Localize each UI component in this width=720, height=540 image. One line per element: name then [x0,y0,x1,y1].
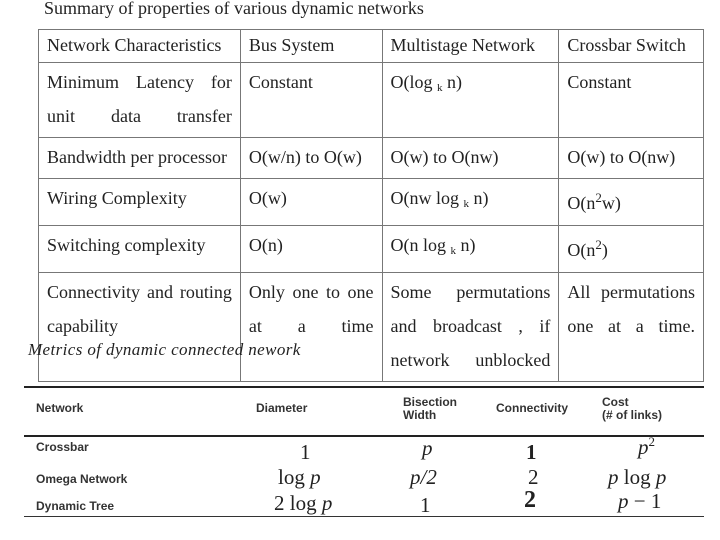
cell-bus-wiring: O(w) [240,179,382,226]
metrics-caption: Metrics of dynamic connected nework [28,340,301,359]
table-top-rule [24,386,704,388]
header-crossbar-switch: Crossbar Switch [559,30,704,63]
dynamic-tree-diameter: 2 log p [274,491,333,515]
header-network: Network [36,401,84,415]
cell-crossbar-latency: Constant [559,63,704,138]
table-row [39,273,704,382]
table-header-rule [24,435,704,437]
table-row [39,63,704,138]
table-row [39,138,704,179]
cell-multistage-connectivity: Some permutations and broadcast , if network unblocked [382,273,559,382]
header-connectivity: Connectivity [496,401,569,415]
crossbar-cost: $p^2$ [638,434,655,459]
header-bisection-width: Bisection Width [403,395,458,422]
crossbar-diameter: 1 [300,440,311,464]
table-row [39,179,704,226]
cell-crossbar-switching: $O(n^2)$ [559,226,704,273]
omega-connectivity: 2 [528,465,539,489]
row-label-wiring: Wiring Complexity [39,179,241,226]
cell-bus-connectivity: Only one to one at a time [240,273,382,382]
omega-diameter: log p [278,465,321,489]
header-network-characteristics: Network Characteristics [39,30,241,63]
row-label-switching: Switching complexity [39,226,241,273]
omega-bisection: p/2 [410,465,437,489]
properties-table [38,29,704,382]
table-bottom-rule [24,516,704,517]
cell-multistage-latency: O(log $_k$ n) [382,63,559,138]
crossbar-bisection: p [422,436,433,460]
header-diameter: Diameter [256,401,308,415]
row-label-latency: Minimum Latency for unit data transfer [39,63,241,138]
cell-bus-bandwidth: O(w/n) to O(w) [240,138,382,179]
header-bus-system: Bus System [240,30,382,63]
row-label-omega-network: Omega Network [36,472,128,486]
cell-bus-latency: Constant [240,63,382,138]
row-label-dynamic-tree: Dynamic Tree [36,499,115,513]
row-label-crossbar: Crossbar [36,440,89,454]
table-row [39,226,704,273]
row-label-bandwidth: Bandwidth per processor [39,138,241,179]
cell-crossbar-wiring: $O(n^2w)$ [559,179,704,226]
cell-multistage-switching: O(n log $_k$ n) [382,226,559,273]
header-cost: Cost (# of links) [602,395,663,422]
row-label-connectivity: Connectivity and routing capability [39,273,241,382]
cell-crossbar-bandwidth: O(w) to O(nw) [559,138,704,179]
header-multistage-network: Multistage Network [382,30,559,63]
cell-multistage-wiring: O(nw log $_k$ n) [382,179,559,226]
dynamic-tree-cost: p − 1 [618,489,662,513]
cell-bus-switching: O(n) [240,226,382,273]
metrics-table [24,386,704,516]
page-title: Summary of properties of various dynamic networks [44,0,424,18]
cell-multistage-bandwidth: O(w) to O(nw) [382,138,559,179]
cell-crossbar-connectivity: All permutations one at a time. [559,273,704,382]
dynamic-tree-bisection: 1 [420,493,431,517]
crossbar-connectivity: 1 [526,440,537,464]
omega-cost: p log p [608,465,667,489]
table-header-row [39,30,704,63]
dynamic-tree-connectivity: 2 [524,487,536,513]
